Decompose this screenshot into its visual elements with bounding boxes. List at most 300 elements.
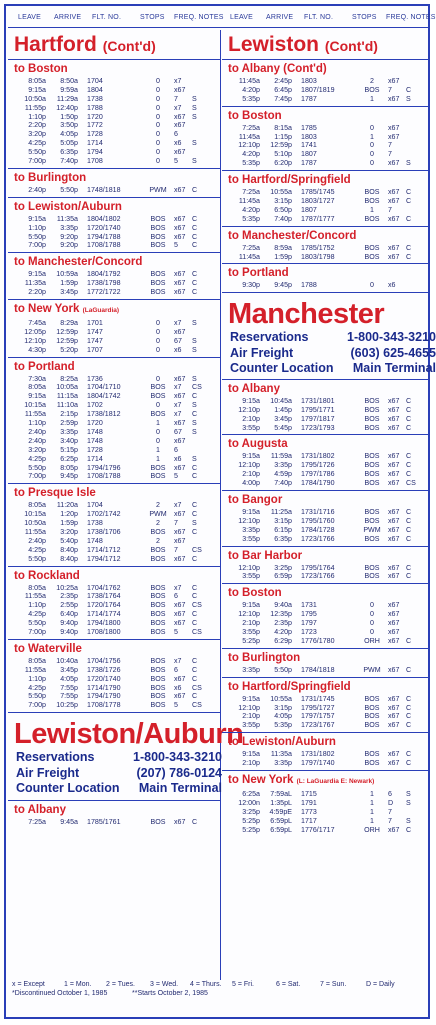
notes: C [406, 243, 412, 252]
arrive-time: 9:45p [274, 281, 292, 290]
frequency: 5 [174, 241, 178, 250]
leave-time: 3:55p [242, 628, 260, 636]
frequency: x67 [174, 374, 186, 383]
stops: BOS [364, 414, 380, 423]
stops: BOS [364, 759, 380, 768]
frequency: 6 [174, 665, 178, 674]
city-title-large: Manchester [222, 292, 428, 329]
flight-row [8, 233, 220, 242]
flight-row [8, 95, 220, 104]
destination-name: to Rockland [14, 569, 80, 582]
stops: BOS [150, 472, 166, 481]
flight-number: 1795/1727 [301, 703, 335, 712]
frequency: x67 [174, 214, 186, 223]
flight-number: 1728 [87, 445, 103, 454]
flight-row [222, 610, 428, 619]
route-section [222, 648, 428, 677]
frequency: x67 [174, 510, 186, 519]
arrive-time: 3:45p [60, 288, 78, 297]
arrive-time: 10:59a [56, 270, 78, 279]
flight-number: 1794/1800 [87, 619, 121, 628]
flight-number: 1794/1788 [87, 232, 121, 241]
frequency: x67 [388, 572, 400, 581]
flight-row [222, 253, 428, 262]
frequency: x67 [388, 214, 400, 223]
leave-time: 7:00p [28, 241, 46, 250]
stops: BOS [364, 252, 380, 261]
flight-row [222, 564, 428, 573]
flight-number: 1804 [87, 85, 103, 94]
arrive-time: 5:40p [60, 536, 78, 545]
notes: C [406, 712, 412, 721]
notes: C [406, 396, 412, 405]
destination-heading [228, 773, 428, 789]
frequency: x67 [388, 423, 400, 432]
destination-heading [14, 255, 220, 269]
destination-heading [228, 586, 428, 600]
stops: BOS [364, 750, 380, 759]
destination-name: to Waterville [14, 642, 82, 655]
arrive-time: 1:20p [60, 510, 78, 519]
leave-time: 4:20p [242, 85, 260, 94]
flight-number: 1714/1712 [87, 545, 121, 554]
notes: S [406, 816, 411, 825]
leave-time: 7:25a [242, 243, 260, 252]
destination-heading [228, 735, 428, 749]
route-section [8, 483, 220, 565]
stops: BOS [364, 479, 380, 488]
flight-number: 1797/1786 [301, 470, 335, 479]
stops: BOS [364, 712, 380, 721]
stops: 0 [370, 123, 374, 132]
frequency: x67 [174, 674, 186, 683]
header-arrive: ARRIVE [266, 14, 294, 21]
leave-time: 5:35p [242, 214, 260, 223]
stops: BOS [364, 534, 380, 543]
flight-row [222, 517, 428, 526]
frequency: x67 [388, 159, 400, 168]
flight-row [8, 383, 220, 392]
stops: BOS [150, 656, 166, 665]
arrive-time: 10:45a [270, 396, 292, 405]
leave-time: 10:15a [24, 401, 46, 410]
destination-heading [14, 642, 220, 656]
notes: C [406, 197, 412, 206]
info-label: Reservations [16, 750, 95, 765]
destination-name: to Burlington [14, 171, 87, 184]
flight-row [222, 508, 428, 517]
flight-number: 1795/1771 [301, 405, 335, 414]
leave-time: 4:25p [28, 545, 46, 554]
flight-row [222, 721, 428, 730]
frequency: x7 [174, 656, 182, 665]
frequency: 6 [174, 130, 178, 139]
arrive-time: 4:20p [274, 628, 292, 636]
arrive-time: 2:15p [60, 410, 78, 419]
notes: C [192, 692, 198, 701]
flight-row [222, 406, 428, 415]
stops: BOS [150, 410, 166, 419]
arrive-time: 8:15a [274, 123, 292, 132]
frequency: x67 [174, 223, 186, 232]
frequency: x67 [388, 396, 400, 405]
stops: 0 [370, 150, 374, 159]
stops: 0 [156, 157, 160, 166]
leave-time: 4:25p [28, 683, 46, 692]
frequency: x67 [174, 148, 186, 157]
flight-row [8, 692, 220, 701]
leave-time: 7:25a [28, 817, 46, 826]
leave-time: 2:20p [28, 121, 46, 130]
arrive-time: 7:40p [274, 214, 292, 223]
stops: BOS [150, 610, 166, 619]
leave-time: 5:50p [28, 463, 46, 472]
notes: S [192, 419, 197, 428]
notes: C [406, 563, 412, 572]
continued-label: (Cont'd) [324, 38, 378, 54]
leave-time: 4:00p [242, 479, 260, 488]
flight-row [222, 452, 428, 461]
flight-number: 1797 [301, 619, 317, 628]
stops: 0 [370, 281, 374, 290]
leave-time: 5:25p [242, 636, 260, 645]
frequency: x67 [388, 712, 400, 721]
flight-row [8, 121, 220, 130]
flight-number: 1702 [87, 401, 103, 410]
flight-row [222, 790, 428, 799]
arrive-time: 6:40p [60, 610, 78, 619]
leave-time: 7:25a [242, 188, 260, 197]
arrive-time: 11:20a [56, 501, 78, 510]
flight-number: 1731 [301, 601, 317, 610]
stops: BOS [364, 214, 380, 223]
flight-row [8, 319, 220, 328]
flight-row [222, 628, 428, 637]
leave-time: 2:10p [242, 414, 260, 423]
stops: BOS [150, 701, 166, 710]
route-section [222, 677, 428, 733]
flight-row [8, 701, 220, 710]
route-section [222, 732, 428, 770]
flight-number: 1795/1764 [301, 563, 335, 572]
frequency: 5 [174, 701, 178, 710]
info-line [12, 782, 224, 796]
notes: C [192, 463, 198, 472]
stops: BOS [364, 507, 380, 516]
flight-number: 1788 [301, 281, 317, 290]
frequency: x7 [174, 583, 182, 592]
flight-row [222, 535, 428, 544]
frequency: x67 [174, 327, 186, 336]
frequency: x67 [388, 252, 400, 261]
arrive-time: 10:05a [56, 383, 78, 392]
flight-row [222, 159, 428, 168]
arrive-time: 3:35p [274, 759, 292, 768]
stops: 0 [156, 112, 160, 121]
stops: BOS [364, 703, 380, 712]
info-line [12, 751, 224, 765]
flight-number: 1788 [87, 103, 103, 112]
leave-time: 12:10p [238, 516, 260, 525]
stops: 0 [370, 619, 374, 628]
destination-name: to Burlington [228, 651, 301, 664]
flight-number: 1720/1740 [87, 674, 121, 683]
leave-time: 8:05a [28, 383, 46, 392]
flight-row [8, 555, 220, 564]
flight-row [222, 826, 428, 835]
notes: S [192, 519, 197, 528]
frequency: x67 [174, 112, 186, 121]
frequency: 6 [174, 592, 178, 601]
flight-number: 1797/1817 [301, 414, 335, 423]
leave-time: 9:15a [28, 270, 46, 279]
flight-row [8, 375, 220, 384]
arrive-time: 7:40p [274, 479, 292, 488]
notes: C [192, 214, 198, 223]
leave-time: 11:55p [24, 103, 46, 112]
stops: BOS [150, 270, 166, 279]
flight-number: 1807/1819 [301, 85, 335, 94]
city-name: Lewiston [228, 33, 320, 56]
notes: C [192, 619, 198, 628]
leave-time: 4:20p [242, 150, 260, 159]
stops: BOS [150, 463, 166, 472]
flight-number: 1795 [301, 610, 317, 619]
frequency: x6 [388, 281, 396, 290]
stops: 0 [156, 327, 160, 336]
stops: 0 [156, 85, 160, 94]
leave-time: 8:05a [28, 77, 46, 85]
flight-number: 1794 [87, 148, 103, 157]
destination-heading [228, 651, 428, 665]
leave-time: 9:15a [242, 452, 260, 461]
stops: 0 [370, 601, 374, 610]
flight-row [8, 130, 220, 139]
arrive-time: 1:45p [274, 405, 292, 414]
arrive-time: 6:50p [274, 205, 292, 214]
flight-number: 1714 [87, 139, 103, 148]
arrive-time: 6:35p [60, 148, 78, 157]
flight-number: 1708/1788 [87, 241, 121, 250]
destination-heading [14, 803, 220, 817]
stops: BOS [150, 619, 166, 628]
arrive-time: 1:59p [60, 519, 78, 528]
flight-number: 1738/1726 [87, 665, 121, 674]
frequency: x67 [174, 185, 186, 194]
city-title [14, 34, 220, 57]
flight-number: 1723/1767 [301, 721, 335, 730]
frequency: x67 [388, 197, 400, 206]
info-value: 1-800-343-3210 [347, 330, 436, 345]
leave-time: 7:45a [28, 319, 46, 328]
stops: 0 [156, 336, 160, 345]
notes: C [192, 554, 198, 563]
arrive-time: 11:35a [56, 214, 78, 223]
flight-number: 1794/1712 [87, 554, 121, 563]
frequency: x67 [388, 188, 400, 197]
flight-number: 1720 [87, 419, 103, 428]
destination-name: to Portland [228, 267, 289, 280]
flight-row [8, 410, 220, 419]
frequency: 7 [388, 141, 392, 150]
route-section [222, 106, 428, 170]
notes: S [192, 336, 197, 345]
stops: 2 [156, 536, 160, 545]
flight-row [222, 470, 428, 479]
flight-number: 1776/1717 [301, 825, 335, 834]
flight-number: 1797/1757 [301, 712, 335, 721]
flight-number: 1772 [87, 121, 103, 130]
stops: BOS [150, 627, 166, 636]
flight-number: 1803/1798 [301, 252, 335, 261]
notes: S [192, 374, 197, 383]
flight-number: 1748 [87, 536, 103, 545]
frequency: x67 [174, 392, 186, 401]
arrive-time: 3:50p [60, 121, 78, 130]
arrive-time: 7:40p [60, 157, 78, 166]
leave-time: 12:10p [238, 563, 260, 572]
frequency: 5 [174, 627, 178, 636]
flight-number: 1748/1818 [87, 185, 121, 194]
leave-time: 3:20p [28, 130, 46, 139]
flight-row [222, 188, 428, 197]
flight-number: 1704/1710 [87, 383, 121, 392]
header-freq-notes: FREQ. NOTES [174, 14, 224, 21]
notes: C [192, 610, 198, 619]
flight-number: 1707 [87, 345, 103, 354]
frequency: x7 [174, 383, 182, 392]
arrive-time: 1:35pL [270, 798, 292, 807]
column-divider [220, 30, 221, 980]
destination-heading [228, 229, 428, 243]
route-section [222, 59, 428, 106]
flight-number: 1804/1792 [87, 270, 121, 279]
arrive-time: 3:15p [274, 703, 292, 712]
flight-number: 1728 [87, 130, 103, 139]
frequency: 67 [174, 427, 182, 436]
legend-item: 4 = Thurs. [190, 981, 222, 988]
flight-row [222, 759, 428, 768]
route-section [8, 800, 220, 829]
flight-row [222, 206, 428, 215]
flight-row [8, 419, 220, 428]
frequency: x7 [174, 319, 182, 328]
arrive-time: 9:40p [60, 619, 78, 628]
flight-row [8, 510, 220, 519]
flight-number: 1747 [87, 336, 103, 345]
leave-time: 1:10p [28, 601, 46, 610]
frequency: x7 [174, 501, 182, 510]
flight-number: 1787/1777 [301, 214, 335, 223]
arrive-time: 3:40p [60, 436, 78, 445]
route-section [8, 168, 220, 197]
notes: C [406, 636, 412, 645]
arrive-time: 6:29p [274, 636, 292, 645]
leave-time: 11:45a [238, 197, 260, 206]
flight-row [222, 424, 428, 433]
leave-time: 5:50p [28, 692, 46, 701]
stops: BOS [364, 423, 380, 432]
stops: BOS [364, 563, 380, 572]
notes: C [192, 410, 198, 419]
arrive-time: 7:45p [274, 94, 292, 103]
arrive-time: 8:29a [60, 319, 78, 328]
notes: C [192, 592, 198, 601]
stops: BOS [150, 279, 166, 288]
flight-row [8, 139, 220, 148]
stops: BOS [364, 243, 380, 252]
route-section [8, 299, 220, 357]
notes: C [192, 527, 198, 536]
arrive-time: 12:59p [56, 327, 78, 336]
flight-number: 1701 [87, 319, 103, 328]
leave-time: 5:50p [28, 148, 46, 157]
arrive-time: 11:59a [270, 452, 292, 461]
destination-name: to Lewiston/Auburn [14, 200, 122, 213]
legend-note: **Starts October 2, 1985 [132, 990, 208, 997]
arrive-time: 5:20p [60, 345, 78, 354]
frequency: x67 [388, 694, 400, 703]
header-rule [8, 27, 428, 28]
notes: S [192, 454, 197, 463]
notes: C [192, 185, 198, 194]
notes: C [406, 721, 412, 730]
route-section [8, 252, 220, 299]
leave-time: 3:35p [242, 665, 260, 674]
notes: C [406, 665, 412, 674]
flight-number: 1723 [301, 628, 317, 636]
stops: ORH [364, 636, 380, 645]
arrive-time: 4:59pE [269, 807, 292, 816]
frequency: x6 [174, 139, 182, 148]
arrive-time: 9:20p [60, 241, 78, 250]
destination-name: to Albany (Cont'd) [228, 63, 327, 75]
frequency: 7 [388, 85, 392, 94]
flight-number: 1714 [87, 454, 103, 463]
leave-time: 12:10p [238, 461, 260, 470]
flight-number: 1794/1796 [87, 463, 121, 472]
notes: C [406, 534, 412, 543]
flight-number: 1723/1793 [301, 423, 335, 432]
flight-row [8, 684, 220, 693]
column-header-left [10, 14, 224, 26]
notes: C [192, 241, 198, 250]
arrive-time: 4:59p [274, 470, 292, 479]
frequency: x67 [388, 507, 400, 516]
route-section [8, 566, 220, 639]
stops: 2 [156, 519, 160, 528]
flight-number: 1747 [87, 327, 103, 336]
frequency: x67 [388, 132, 400, 141]
route-section [222, 263, 428, 292]
info-label: Air Freight [16, 765, 80, 780]
flight-row [8, 224, 220, 233]
flight-number: 1704/1762 [87, 583, 121, 592]
flight-number: 1807 [301, 150, 317, 159]
leave-time: 1:10p [28, 674, 46, 683]
flight-row [8, 270, 220, 279]
stops: PWM [149, 510, 167, 519]
info-value: (603) 625-4655 [350, 345, 436, 360]
frequency: x7 [174, 410, 182, 419]
stops: PWM [149, 185, 167, 194]
notes: C [406, 694, 412, 703]
stops: BOS [150, 241, 166, 250]
stops: 1 [156, 419, 160, 428]
leave-time: 2:40p [28, 536, 46, 545]
notes: C [406, 759, 412, 768]
legend-item: x = Except [12, 981, 45, 988]
